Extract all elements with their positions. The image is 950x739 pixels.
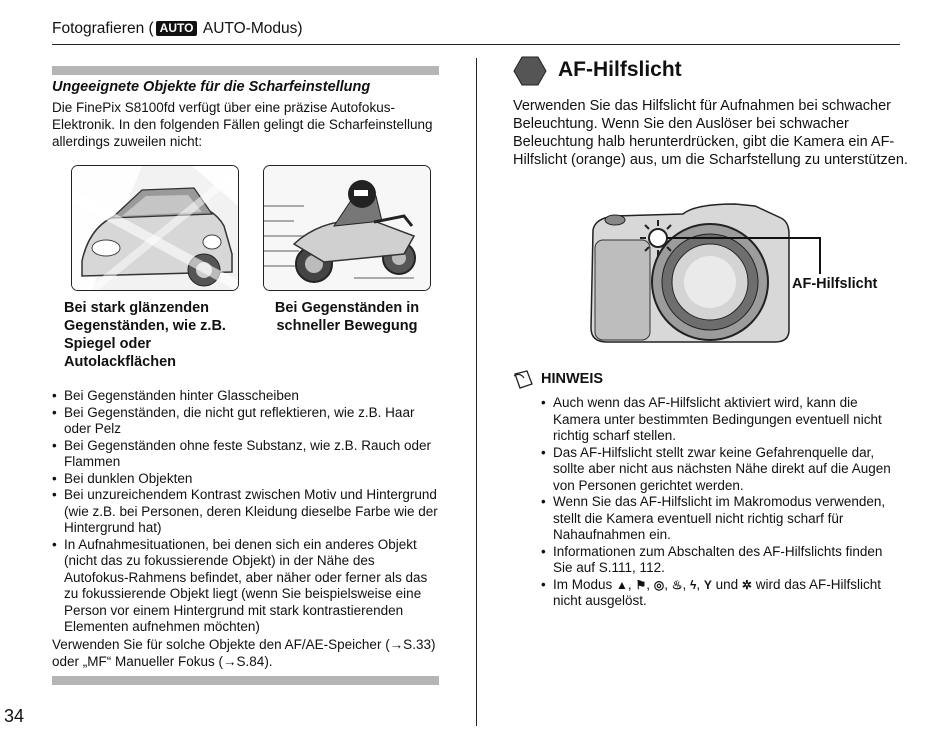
section-title: Ungeeignete Objekte für die Scharfeinstellung: [52, 79, 371, 95]
closing-text: Verwenden Sie für solche Objekte den AF/AE-Speicher (→S.33) oder „MF“ Manueller Fokus (→S.84).: [52, 637, 436, 669]
list-item: • Wenn Sie das AF-Hilfslicht im Makromodus verwenden, stellt die Kamera eventuell nicht richtig scharf für Nahaufnahmen ein.: [541, 494, 903, 544]
list-item: • Auch wenn das AF-Hilfslicht aktiviert wird, kann die Kamera unter bestimmten Bedingungen eventuell nicht richtig scharf stellen.: [541, 395, 903, 445]
list-item: • Bei unzureichendem Kontrast zwischen Motiv und Hintergrund (wie z.B. bei Personen, deren Kleidung dieselbe Farbe wie der Hintergrund hat): [52, 487, 440, 537]
list-item: • Bei Gegenständen hinter Glasscheiben: [52, 388, 440, 405]
af-description: Verwenden Sie das Hilfslicht für Aufnahmen bei schwacher Beleuchtung. Wenn Sie den Auslöser bei schwacher Beleuchtung halb herunterdrücken, gibt die Kamera ein AF-Hilfslicht (orange) aus, um die Scharfstellung zu unterstützen.: [513, 98, 908, 168]
section-bottom-bar: [52, 676, 439, 685]
callout-label: AF-Hilfslicht: [792, 276, 878, 292]
intro-text: Die FinePix S8100fd verfügt über eine präzise Autofokus-Elektronik. In den folgenden Fällen gelingt die Scharfeinstellung allerdings zuweilen nicht:: [52, 100, 433, 149]
motorcycle-illustration: [263, 165, 431, 291]
unsuitable-objects-list: [52, 388, 440, 636]
list-item: • Im Modus ▲, ⚑, ◎, ♨, ϟ, Y und ✲ wird das AF-Hilfslicht nicht ausgelöst.: [541, 577, 903, 610]
figure1-caption: Bei stark glänzenden Gegenständen, wie z.B. Spiegel oder Autolackflächen: [64, 300, 226, 370]
note-icon: [512, 370, 534, 395]
list-item: • In Aufnahmesituationen, bei denen sich ein anderes Objekt (nicht das zu fokussierende Objekt) in der Nähe des Autofokus-Rahmens befindet, aber näher oder ferner als das zu fokussierende Objekt liegt (wenn Sie beispielsweise eine Person vor einem Hintergrund mit stark kontrastierenden Elementen aufnehmen möchten): [52, 537, 440, 636]
flash-off-icon: ϟ: [690, 577, 697, 592]
section-top-bar: [52, 66, 439, 75]
page-number: 34: [4, 706, 25, 726]
section-title-af: AF-Hilfslicht: [558, 58, 682, 81]
motorcycle-icon: [264, 166, 430, 290]
party-icon: Y: [703, 577, 712, 592]
camera-icon: [585, 200, 795, 350]
glossy-car-illustration: [71, 165, 239, 291]
night-icon: ◎: [653, 577, 665, 592]
list-item: • Bei dunklen Objekten: [52, 471, 440, 488]
page-header: Fotografieren ( AUTO AUTO-Modus): [52, 20, 303, 37]
list-item: • Bei Gegenständen ohne feste Substanz, wie z.B. Rauch oder Flammen: [52, 438, 440, 471]
list-item: • Das AF-Hilfslicht stellt zwar keine Gefahrenquelle dar, sollte aber nicht aus nächsten Nähe direkt auf die Augen von Personen gerichtet werden.: [541, 445, 903, 495]
note-list: [541, 395, 903, 610]
list-item: • Bei Gegenständen, die nicht gut reflektieren, wie z.B. Haar oder Pelz: [52, 405, 440, 438]
auto-mode-badge: AUTO: [156, 21, 198, 36]
camera-illustration: [585, 200, 795, 355]
car-icon: [72, 166, 238, 290]
list-item: • Informationen zum Abschalten des AF-Hilfslichts finden Sie auf S.111, 112.: [541, 544, 903, 577]
sport-icon: ⚑: [635, 577, 647, 592]
fireworks-icon: ♨: [671, 577, 683, 592]
header-rule: [52, 44, 900, 45]
figure2-caption: Bei Gegenständen in schneller Bewegung: [274, 300, 420, 334]
note-heading: HINWEIS: [541, 371, 604, 387]
hexagon-icon: [513, 56, 547, 91]
snow-icon: ✲: [741, 577, 752, 592]
callout-line: [790, 236, 830, 276]
column-divider: [476, 58, 477, 726]
landscape-icon: ▲: [616, 577, 628, 592]
